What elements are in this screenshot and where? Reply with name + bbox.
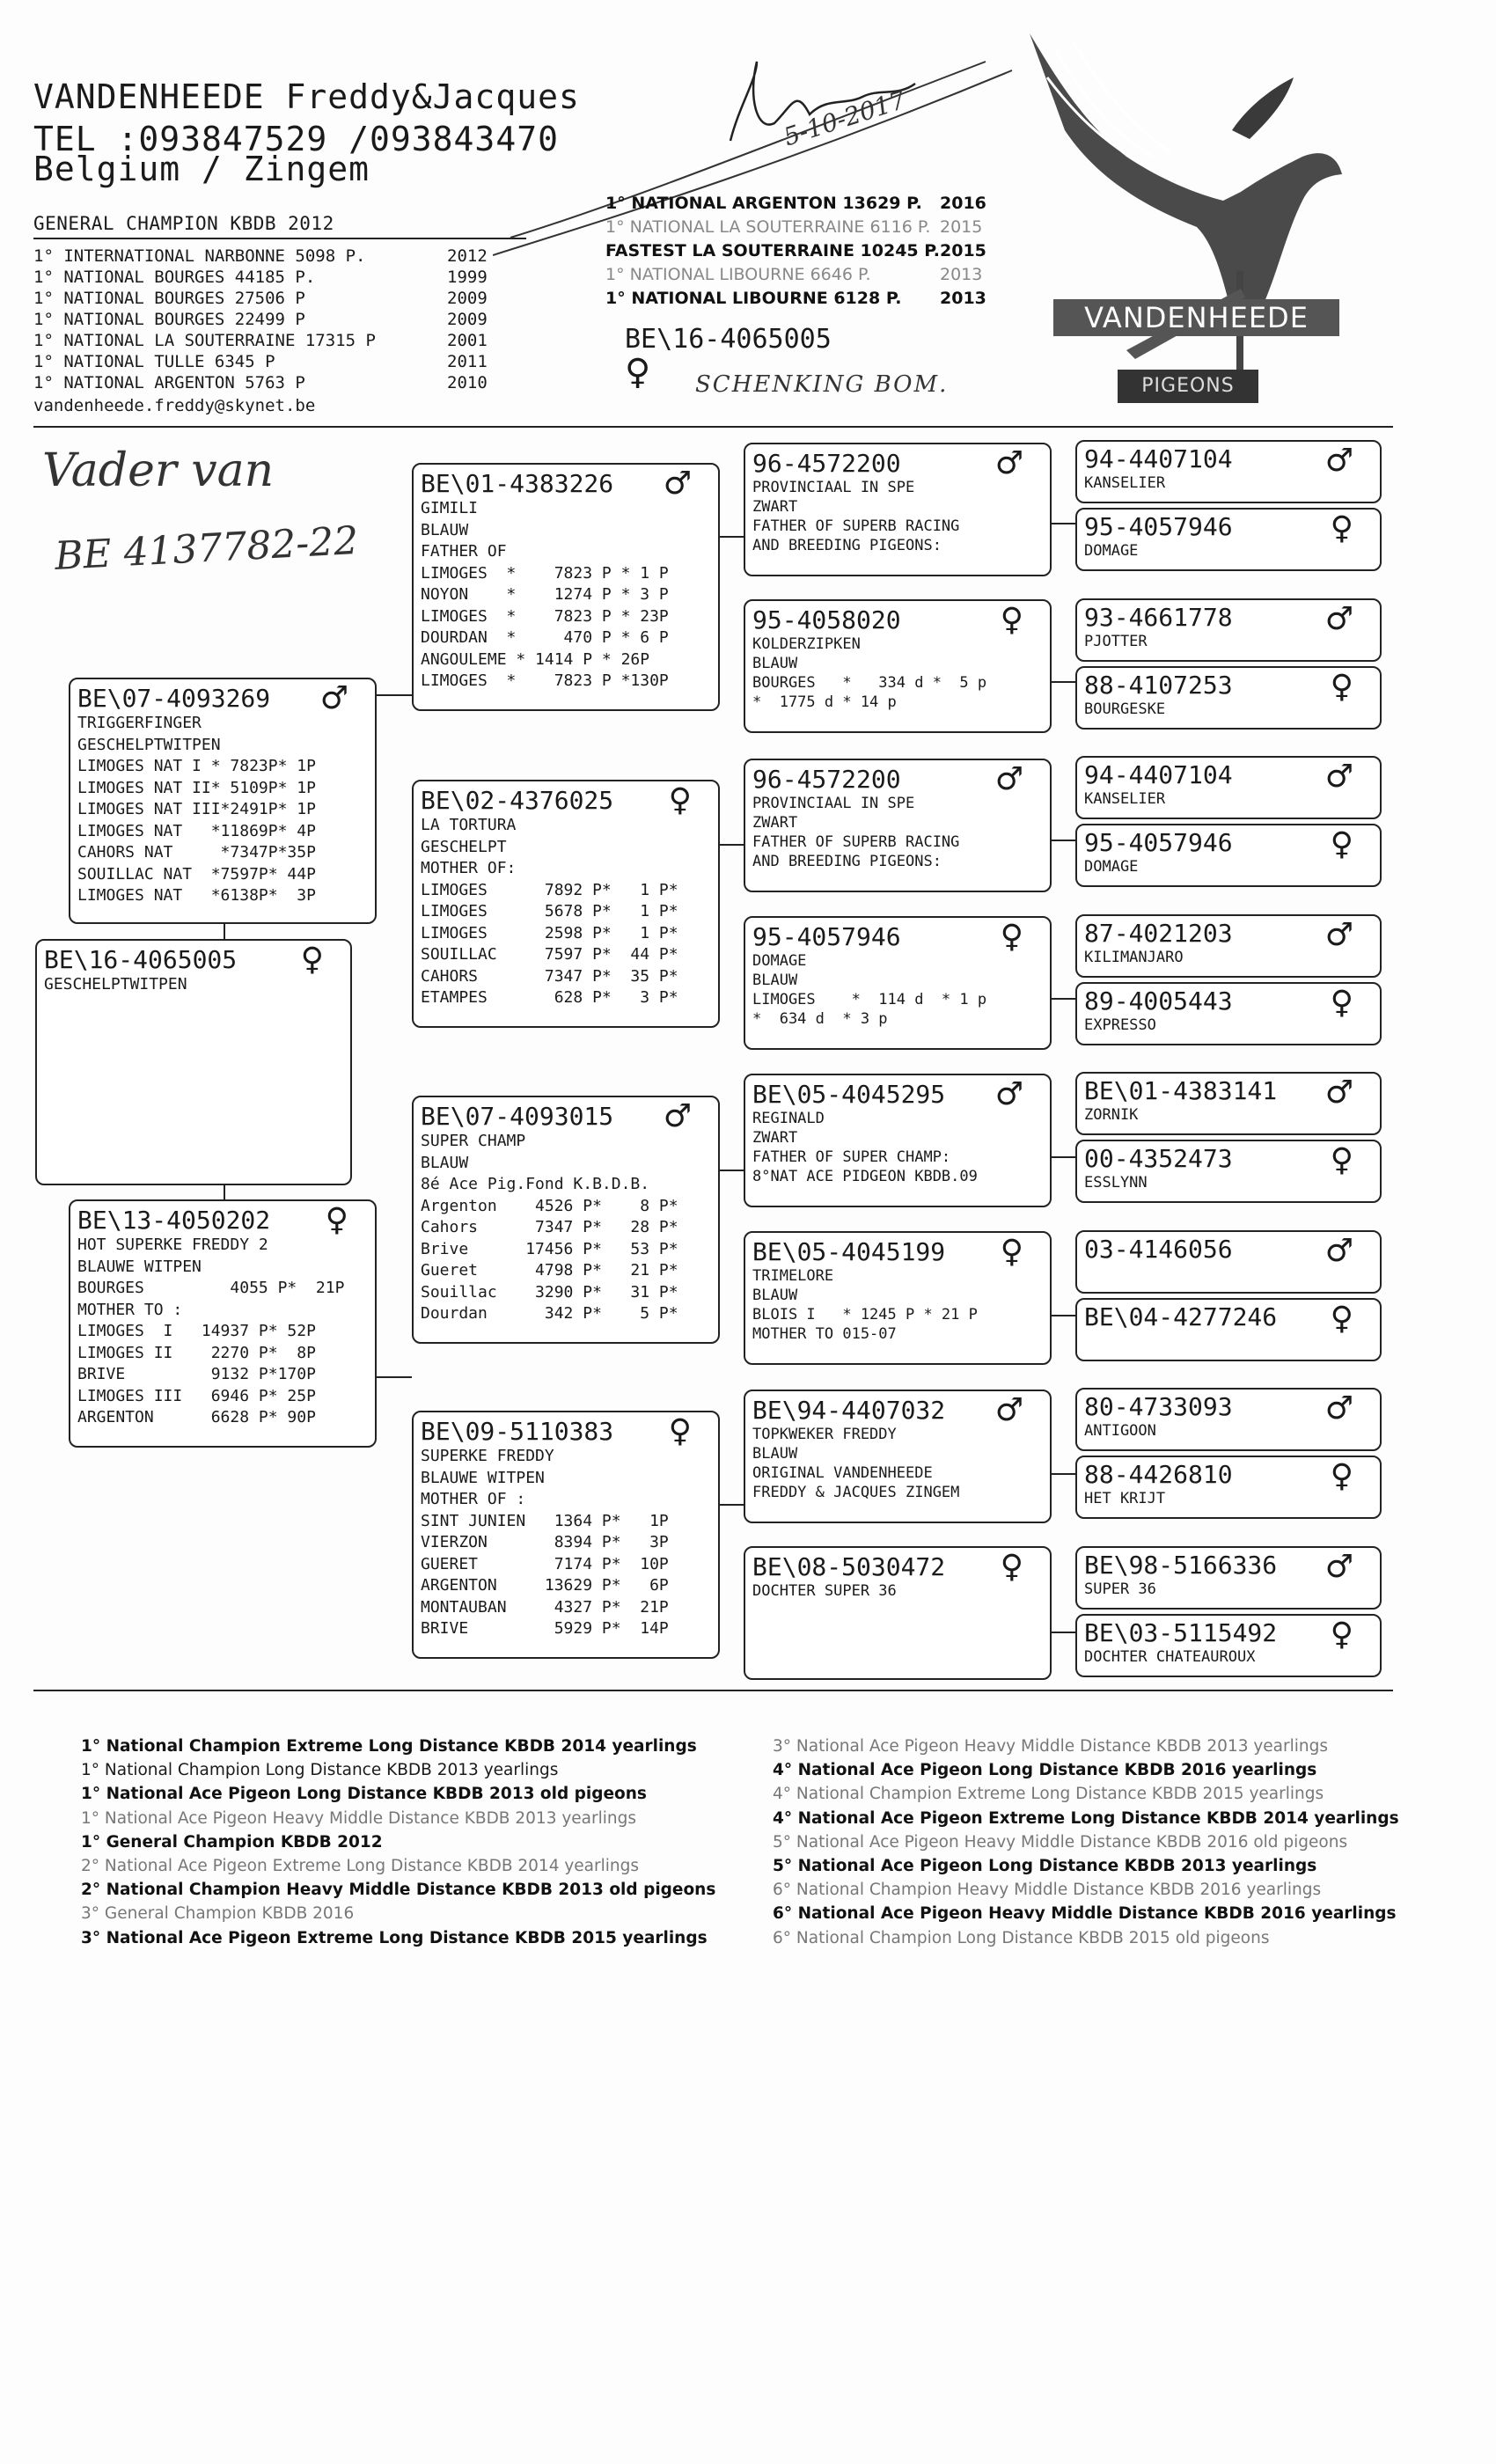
pigeon-ring: 95-4058020 bbox=[752, 605, 901, 634]
male-symbol-icon: ♂ bbox=[1324, 1232, 1353, 1269]
pigeon-detail: MONTAUBAN 4327 P* 21P bbox=[421, 1597, 669, 1617]
breeder-location: Belgium / Zingem bbox=[33, 150, 370, 188]
pigeon-ring: BE\04-4277246 bbox=[1084, 1302, 1278, 1331]
pigeon-ring: 94-4407104 bbox=[1084, 444, 1233, 473]
pigeon-detail: LIMOGES 5678 P* 1 P* bbox=[421, 902, 678, 920]
pigeon-card bbox=[69, 678, 377, 924]
pigeon-name: SUPER 36 bbox=[1084, 1580, 1156, 1598]
male-symbol-icon: ♂ bbox=[663, 466, 692, 502]
achievement-year: 2001 bbox=[447, 331, 488, 350]
pigeon-detail: LIMOGES 2598 P* 1 P* bbox=[421, 923, 678, 942]
female-symbol-icon: ♀ bbox=[1330, 510, 1353, 546]
male-symbol-icon: ♂ bbox=[994, 445, 1023, 481]
male-symbol-icon: ♂ bbox=[319, 680, 348, 716]
pigeon-detail: TRIMELORE bbox=[752, 1267, 834, 1285]
pigeon-detail: TRIGGERFINGER bbox=[77, 714, 202, 732]
footer-left-item: 1° National Ace Pigeon Long Distance KBDB 2013 old pigeons bbox=[81, 1785, 647, 1804]
national-year: 2013 bbox=[940, 265, 983, 284]
female-symbol-icon: ♀ bbox=[1330, 1142, 1353, 1178]
male-symbol-icon: ♂ bbox=[994, 1392, 1023, 1428]
pigeon-detail: BLOIS I * 1245 P * 21 P bbox=[752, 1306, 978, 1324]
pigeon-detail: LIMOGES 7892 P* 1 P* bbox=[421, 880, 678, 899]
pigeon-card-small bbox=[1075, 1456, 1382, 1519]
pigeon-card bbox=[744, 759, 1052, 892]
pigeon-ring: 93-4661778 bbox=[1084, 602, 1233, 632]
pigeon-detail: LIMOGES II 2270 P* 8P bbox=[77, 1343, 316, 1362]
pigeon-ring: BE\94-4407032 bbox=[752, 1396, 946, 1425]
pigeon-detail: CAHORS 7347 P* 35 P* bbox=[421, 966, 678, 986]
pigeon-detail: KOLDERZIPKEN bbox=[752, 635, 861, 653]
pigeon-name: EXPRESSO bbox=[1084, 1016, 1156, 1034]
pigeon-detail: GESCHELPT bbox=[421, 837, 507, 856]
pigeon-detail: Brive 17456 P* 53 P* bbox=[421, 1239, 678, 1258]
pigeon-name: BOURGESKE bbox=[1084, 700, 1166, 718]
footer-right-item: 6° National Ace Pigeon Heavy Middle Distance KBDB 2016 yearlings bbox=[773, 1904, 1397, 1924]
pigeon-name: DOCHTER CHATEAUROUX bbox=[1084, 1647, 1256, 1666]
footer-right-item: 4° National Ace Pigeon Extreme Long Distance KBDB 2014 yearlings bbox=[773, 1808, 1399, 1828]
achievement-text: 1° NATIONAL ARGENTON 5763 P bbox=[33, 373, 305, 392]
pigeon-ring: BE\13-4050202 bbox=[77, 1206, 271, 1235]
breeder-email: vandenheede.freddy@skynet.be bbox=[33, 396, 316, 415]
pigeon-card-small bbox=[1075, 982, 1382, 1045]
pigeon-detail: PROVINCIAAL IN SPE bbox=[752, 795, 915, 812]
pigeon-ring: 96-4572200 bbox=[752, 765, 901, 794]
pigeon-card-small bbox=[1075, 1072, 1382, 1135]
female-symbol-icon: ♀ bbox=[325, 1202, 348, 1238]
pigeon-detail: MOTHER TO 015-07 bbox=[752, 1325, 897, 1343]
pigeon-detail: BLAUW bbox=[752, 1445, 798, 1463]
pigeon-ring: 87-4021203 bbox=[1084, 918, 1233, 948]
pigeon-card-small bbox=[1075, 824, 1382, 887]
pigeon-detail: SOUILLAC 7597 P* 44 P* bbox=[421, 945, 678, 964]
female-symbol-icon: ♀ bbox=[1330, 1616, 1353, 1653]
pigeon-detail: Cahors 7347 P* 28 P* bbox=[421, 1218, 678, 1236]
pigeon-card-small bbox=[1075, 508, 1382, 571]
national-year: 2015 bbox=[940, 241, 986, 260]
pigeon-card-small bbox=[1075, 756, 1382, 819]
pigeon-detail: MOTHER TO : bbox=[77, 1300, 183, 1319]
pigeon-detail: LIMOGES NAT *11869P* 4P bbox=[77, 821, 316, 840]
pigeon-card bbox=[412, 1096, 720, 1344]
pigeon-ring: BE\05-4045199 bbox=[752, 1237, 946, 1266]
female-symbol-icon: ♀ bbox=[1330, 1300, 1353, 1337]
pigeon-detail: ZWART bbox=[752, 1129, 798, 1147]
pigeon-ring: 95-4057946 bbox=[1084, 828, 1233, 857]
male-symbol-icon: ♂ bbox=[1324, 1074, 1353, 1111]
pigeon-detail: LIMOGES NAT *6138P* 3P bbox=[77, 886, 316, 905]
pigeon-ring: 88-4107253 bbox=[1084, 670, 1233, 700]
pigeon-card-small bbox=[1075, 914, 1382, 978]
female-symbol-icon: ♀ bbox=[1330, 826, 1353, 862]
pigeon-card bbox=[744, 1231, 1052, 1365]
pigeon-detail: ORIGINAL VANDENHEEDE bbox=[752, 1464, 933, 1482]
footer-right-item: 6° National Champion Long Distance KBDB 2015 old pigeons bbox=[773, 1928, 1270, 1947]
pigeon-detail: BLAUW bbox=[752, 972, 798, 989]
achievement-text: 1° NATIONAL BOURGES 22499 P bbox=[33, 310, 305, 329]
male-symbol-icon: ♂ bbox=[994, 1076, 1023, 1112]
pigeon-detail: BOURGES 4055 P* 21P bbox=[77, 1279, 345, 1297]
pigeon-detail: GIMILI bbox=[421, 499, 479, 517]
footer-left-item: 1° National Ace Pigeon Heavy Middle Distance KBDB 2013 yearlings bbox=[81, 1808, 637, 1828]
pigeon-detail: NOYON * 1274 P * 3 P bbox=[421, 585, 669, 604]
logo-name: VANDENHEEDE bbox=[1053, 299, 1339, 336]
pigeon-ring: BE\08-5030472 bbox=[752, 1552, 946, 1581]
pigeon-detail: Souillac 3290 P* 31 P* bbox=[421, 1282, 678, 1302]
pigeon-detail: LIMOGES * 7823 P *130P bbox=[421, 671, 669, 690]
pigeon-name: PJOTTER bbox=[1084, 632, 1148, 650]
achievement-text: 1° NATIONAL BOURGES 44185 P. bbox=[33, 268, 316, 287]
pigeon-detail: GESCHELPTWITPEN bbox=[44, 975, 187, 994]
pigeon-ring: 95-4057946 bbox=[752, 922, 901, 951]
male-symbol-icon: ♂ bbox=[1324, 759, 1353, 795]
achievement-year: 2012 bbox=[447, 246, 488, 266]
footer-right-item: 3° National Ace Pigeon Heavy Middle Distance KBDB 2013 yearlings bbox=[773, 1737, 1329, 1756]
bottom-rule bbox=[33, 1690, 1393, 1691]
pigeon-detail: * 634 d * 3 p bbox=[752, 1010, 888, 1028]
footer-left-item: 3° National Ace Pigeon Extreme Long Distance KBDB 2015 yearlings bbox=[81, 1928, 708, 1947]
pigeon-detail: GUERET 7174 P* 10P bbox=[421, 1554, 669, 1573]
female-symbol-icon: ♀ bbox=[1000, 1234, 1023, 1270]
pigeon-card bbox=[412, 463, 720, 711]
pigeon-detail: LIMOGES III 6946 P* 25P bbox=[77, 1386, 316, 1405]
pigeon-ring: BE\07-4093269 bbox=[77, 684, 271, 713]
pigeon-detail: FATHER OF bbox=[421, 542, 507, 561]
pigeon-card-small bbox=[1075, 666, 1382, 730]
pigeon-detail: ANGOULEME * 1414 P * 26P bbox=[421, 649, 650, 669]
pigeon-detail: BLAUWE WITPEN bbox=[421, 1468, 545, 1487]
pigeon-ring: 80-4733093 bbox=[1084, 1392, 1233, 1421]
pigeon-ring: BE\09-5110383 bbox=[421, 1417, 614, 1446]
pigeon-detail: BRIVE 9132 P*170P bbox=[77, 1365, 316, 1383]
male-symbol-icon: ♂ bbox=[1324, 1548, 1353, 1585]
pigeon-detail: BOURGES * 334 d * 5 p bbox=[752, 674, 987, 692]
pigeon-card-small bbox=[1075, 598, 1382, 662]
pigeon-detail: DOURDAN * 470 P * 6 P bbox=[421, 628, 669, 647]
pigeon-detail: SUPER CHAMP bbox=[421, 1132, 526, 1150]
pigeon-ring: BE\03-5115492 bbox=[1084, 1617, 1278, 1647]
pigeon-detail: FATHER OF SUPERB RACING bbox=[752, 517, 960, 535]
general-champion-title: GENERAL CHAMPION KBDB 2012 bbox=[33, 213, 334, 234]
male-symbol-icon: ♂ bbox=[994, 761, 1023, 797]
female-symbol-icon: ♀ bbox=[1330, 668, 1353, 705]
female-symbol-icon: ♀ bbox=[1330, 984, 1353, 1021]
pigeon-ring: 96-4572200 bbox=[752, 449, 901, 478]
achievement-year: 2009 bbox=[447, 289, 488, 308]
pigeon-ring: BE\02-4376025 bbox=[421, 786, 614, 815]
footer-right-item: 5° National Ace Pigeon Heavy Middle Distance KBDB 2016 old pigeons bbox=[773, 1832, 1348, 1852]
pigeon-card bbox=[744, 1390, 1052, 1523]
pigeon-ring: BE\05-4045295 bbox=[752, 1080, 946, 1109]
achievement-text: 1° NATIONAL LA SOUTERRAINE 17315 P bbox=[33, 331, 376, 350]
pigeon-name: DOMAGE bbox=[1084, 542, 1139, 560]
footer-left-item: 1° National Champion Long Distance KBDB 2013 yearlings bbox=[81, 1761, 559, 1780]
pigeon-detail: TOPKWEKER FREDDY bbox=[752, 1426, 897, 1443]
footer-left-item: 3° General Champion KBDB 2016 bbox=[81, 1904, 355, 1924]
national-year: 2015 bbox=[940, 217, 983, 237]
female-symbol-icon: ♀ bbox=[625, 352, 651, 392]
pigeon-detail: 8é Ace Pig.Fond K.B.D.B. bbox=[421, 1175, 650, 1193]
pigeon-detail: LIMOGES NAT III*2491P* 1P bbox=[77, 800, 316, 818]
pigeon-ring: BE\07-4093015 bbox=[421, 1102, 614, 1131]
pigeon-detail: SUPERKE FREDDY bbox=[421, 1447, 554, 1465]
achievement-text: 1° NATIONAL BOURGES 27506 P bbox=[33, 289, 305, 308]
footer-left-item: 1° General Champion KBDB 2012 bbox=[81, 1832, 383, 1852]
footer-left-item: 1° National Champion Extreme Long Distance KBDB 2014 yearlings bbox=[81, 1737, 697, 1756]
pigeon-ring: 94-4407104 bbox=[1084, 760, 1233, 789]
breeder-name: VANDENHEEDE Freddy&Jacques bbox=[33, 77, 580, 116]
pigeon-card-small bbox=[1075, 1614, 1382, 1677]
national-year: 2013 bbox=[940, 289, 986, 308]
female-symbol-icon: ♀ bbox=[668, 1413, 692, 1449]
pigeon-card-small bbox=[1075, 1388, 1382, 1451]
pigeon-card bbox=[744, 599, 1052, 733]
pigeon-card-small bbox=[1075, 1140, 1382, 1203]
national-text: FASTEST LA SOUTERRAINE 10245 P. bbox=[605, 241, 940, 260]
pigeon-ring: BE\98-5166336 bbox=[1084, 1550, 1278, 1580]
handwritten-note-2: BE 4137782-22 bbox=[53, 518, 360, 579]
pigeon-detail: BLAUW bbox=[421, 1153, 469, 1172]
achievement-year: 2010 bbox=[447, 373, 488, 392]
national-text: 1° NATIONAL LIBOURNE 6646 P. bbox=[605, 265, 871, 284]
pigeon-detail: ZWART bbox=[752, 814, 798, 832]
pigeon-ring: 00-4352473 bbox=[1084, 1144, 1233, 1173]
female-symbol-icon: ♀ bbox=[300, 942, 324, 978]
pigeon-card bbox=[744, 1546, 1052, 1680]
pigeon-detail: DOCHTER SUPER 36 bbox=[752, 1582, 897, 1600]
pigeon-detail: MOTHER OF: bbox=[421, 859, 517, 877]
footer-left-item: 2° National Ace Pigeon Extreme Long Distance KBDB 2014 yearlings bbox=[81, 1857, 640, 1875]
logo-sub: PIGEONS bbox=[1118, 370, 1258, 403]
pigeon-ring: 88-4426810 bbox=[1084, 1460, 1233, 1489]
female-symbol-icon: ♀ bbox=[668, 782, 692, 818]
national-text: 1° NATIONAL ARGENTON 13629 P. bbox=[605, 194, 922, 213]
achievement-year: 2009 bbox=[447, 310, 488, 329]
pigeon-name: ESSLYNN bbox=[1084, 1174, 1148, 1192]
pigeon-detail: BLAUW bbox=[752, 655, 798, 672]
pigeon-detail: DOMAGE bbox=[752, 952, 807, 970]
pigeon-ring: 89-4005443 bbox=[1084, 986, 1233, 1016]
pigeon-detail: LIMOGES I 14937 P* 52P bbox=[77, 1322, 316, 1340]
pigeon-card bbox=[744, 443, 1052, 576]
pigeon-detail: Gueret 4798 P* 21 P* bbox=[421, 1261, 678, 1280]
pigeon-detail: AND BREEDING PIGEONS: bbox=[752, 853, 942, 870]
pigeon-card bbox=[69, 1199, 377, 1448]
subject-ring-header: BE\16-4065005 bbox=[625, 324, 832, 355]
female-symbol-icon: ♀ bbox=[1000, 602, 1023, 638]
female-symbol-icon: ♀ bbox=[1000, 1549, 1023, 1585]
pigeon-ring: 95-4057946 bbox=[1084, 512, 1233, 541]
pigeon-detail: ZWART bbox=[752, 498, 798, 516]
pigeon-detail: PROVINCIAAL IN SPE bbox=[752, 479, 915, 496]
pigeon-detail: ARGENTON 6628 P* 90P bbox=[77, 1408, 316, 1426]
footer-right-item: 4° National Champion Extreme Long Distance KBDB 2015 yearlings bbox=[773, 1785, 1324, 1804]
pigeon-detail: LIMOGES * 114 d * 1 p bbox=[752, 991, 987, 1008]
achievement-text: 1° NATIONAL TULLE 6345 P bbox=[33, 352, 275, 371]
footer-right-item: 5° National Ace Pigeon Long Distance KBDB 2013 yearlings bbox=[773, 1857, 1317, 1875]
pigeon-detail: SINT JUNIEN 1364 P* 1P bbox=[421, 1511, 669, 1530]
signature-date: 5-10-2017 bbox=[780, 84, 910, 152]
pigeon-detail: AND BREEDING PIGEONS: bbox=[752, 537, 942, 554]
male-symbol-icon: ♂ bbox=[1324, 1390, 1353, 1426]
male-symbol-icon: ♂ bbox=[1324, 443, 1353, 479]
pigeon-detail: BLAUW bbox=[752, 1287, 798, 1304]
pigeon-card-small bbox=[1075, 1298, 1382, 1361]
pigeon-ring: BE\01-4383226 bbox=[421, 469, 614, 498]
footer-right-item: 6° National Champion Heavy Middle Distance KBDB 2016 yearlings bbox=[773, 1881, 1322, 1900]
pigeon-detail: CAHORS NAT *7347P*35P bbox=[77, 843, 316, 862]
pigeon-detail: GESCHELPTWITPEN bbox=[77, 735, 221, 754]
pigeon-detail: BLAUW bbox=[421, 520, 469, 539]
pigeon-detail: * 1775 d * 14 p bbox=[752, 693, 897, 711]
pigeon-ring: BE\01-4383141 bbox=[1084, 1076, 1278, 1105]
pigeon-detail: VIERZON 8394 P* 3P bbox=[421, 1533, 669, 1551]
pigeon-detail: HOT SUPERKE FREDDY 2 bbox=[77, 1236, 268, 1254]
pigeon-card bbox=[412, 780, 720, 1028]
pigeon-name: DOMAGE bbox=[1084, 858, 1139, 876]
achievement-year: 2011 bbox=[447, 352, 488, 371]
pigeon-card bbox=[744, 1074, 1052, 1207]
breeder-phone: TEL :093847529 /093843470 bbox=[33, 120, 559, 158]
pigeon-detail: FREDDY & JACQUES ZINGEM bbox=[752, 1484, 960, 1501]
pigeon-name: ANTIGOON bbox=[1084, 1422, 1156, 1440]
pigeon-detail: 8°NAT ACE PIDGEON KBDB.09 bbox=[752, 1168, 978, 1185]
pigeon-detail: BRIVE 5929 P* 14P bbox=[421, 1619, 669, 1638]
footer-right-item: 4° National Ace Pigeon Long Distance KBDB 2016 yearlings bbox=[773, 1761, 1317, 1780]
pigeon-detail: REGINALD bbox=[752, 1110, 825, 1127]
pigeon-card-small bbox=[1075, 440, 1382, 503]
pigeon-card bbox=[744, 916, 1052, 1050]
national-text: 1° NATIONAL LIBOURNE 6128 P. bbox=[605, 289, 902, 308]
pigeon-detail: MOTHER OF : bbox=[421, 1490, 526, 1508]
pigeon-detail: Dourdan 342 P* 5 P* bbox=[421, 1304, 678, 1323]
pigeon-detail: FATHER OF SUPER CHAMP: bbox=[752, 1148, 951, 1166]
pigeon-detail: LIMOGES NAT I * 7823P* 1P bbox=[77, 757, 316, 775]
pigeon-card bbox=[412, 1411, 720, 1659]
pigeon-detail: ETAMPES 628 P* 3 P* bbox=[421, 988, 678, 1007]
national-year: 2016 bbox=[940, 194, 986, 213]
pigeon-name: KILIMANJARO bbox=[1084, 948, 1184, 966]
gift-note: SCHENKING BOM. bbox=[695, 371, 949, 398]
national-text: 1° NATIONAL LA SOUTERRAINE 6116 P. bbox=[605, 217, 931, 237]
achievement-text: 1° INTERNATIONAL NARBONNE 5098 P. bbox=[33, 246, 366, 266]
pigeon-detail: BLAUWE WITPEN bbox=[77, 1257, 202, 1276]
pigeon-card bbox=[35, 939, 352, 1185]
female-symbol-icon: ♀ bbox=[1330, 1458, 1353, 1494]
pigeon-detail: LA TORTURA bbox=[421, 816, 517, 834]
pigeon-detail: FATHER OF SUPERB RACING bbox=[752, 833, 960, 851]
pigeon-detail: LIMOGES * 7823 P * 23P bbox=[421, 606, 669, 626]
pigeon-ring: 03-4146056 bbox=[1084, 1234, 1233, 1264]
pigeon-name: ZORNIK bbox=[1084, 1106, 1139, 1124]
male-symbol-icon: ♂ bbox=[1324, 600, 1353, 637]
pigeon-detail: Argenton 4526 P* 8 P* bbox=[421, 1196, 678, 1215]
pigeon-detail: ARGENTON 13629 P* 6P bbox=[421, 1576, 669, 1595]
pigeon-detail: SOUILLAC NAT *7597P* 44P bbox=[77, 864, 316, 884]
pigeon-card-small bbox=[1075, 1230, 1382, 1294]
pigeon-name: HET KRIJT bbox=[1084, 1490, 1166, 1507]
male-symbol-icon: ♂ bbox=[1324, 916, 1353, 953]
male-symbol-icon: ♂ bbox=[663, 1098, 692, 1134]
handwritten-note-1: Vader van bbox=[42, 444, 275, 497]
pigeon-card-small bbox=[1075, 1546, 1382, 1610]
pigeon-name: KANSELIER bbox=[1084, 474, 1166, 492]
achievement-year: 1999 bbox=[447, 268, 488, 287]
pigeon-name: KANSELIER bbox=[1084, 790, 1166, 808]
female-symbol-icon: ♀ bbox=[1000, 919, 1023, 955]
pigeon-detail: LIMOGES * 7823 P * 1 P bbox=[421, 563, 669, 583]
footer-left-item: 2° National Champion Heavy Middle Distance KBDB 2013 old pigeons bbox=[81, 1881, 716, 1900]
pigeon-ring: BE\16-4065005 bbox=[44, 945, 238, 974]
pigeon-detail: LIMOGES NAT II* 5109P* 1P bbox=[77, 778, 316, 797]
